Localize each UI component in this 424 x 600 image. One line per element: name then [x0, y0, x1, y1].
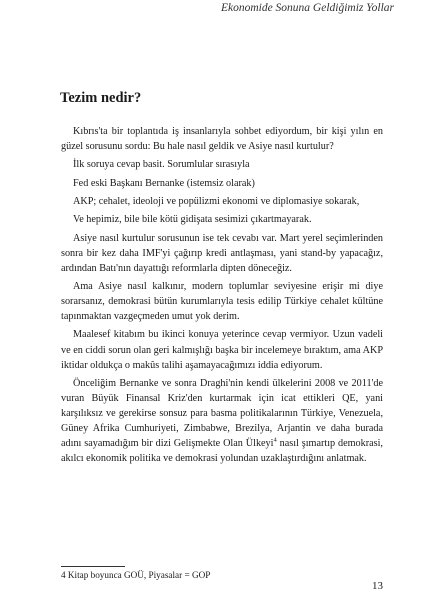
paragraph: Asiye nasıl kurtulur sorusunun ise tek cevabı var. Mart yerel seçimlerinden sonra bir kez daha IMF'yi çağırıp kredi antlaşması, yani stand-by yapacağız, ardından Batı'nın dayattığı reformlarla dipten döneceğiz. — [61, 232, 383, 274]
section-heading: Tezim nedir? — [60, 90, 142, 106]
page-number: 13 — [372, 580, 383, 592]
footnote: 4 Kitap boyunca GOÜ, Piyasalar = GOP — [61, 570, 211, 580]
paragraph: İlk soruya cevap basit. Sorumlular sırasıyla — [73, 159, 250, 171]
footnote-marker: 4 — [273, 436, 277, 444]
paragraph: AKP; cehalet, ideoloji ve popülizmi ekonomi ve diplomasiye sokarak, — [73, 195, 360, 207]
body-text — [61, 124, 383, 470]
paragraph-text-tail: nasıl şımartıp demokrasi, akılcı ekonomik politika ve demokrasi yolundan uzaklaştırdığını anlatmak. — [61, 438, 383, 465]
paragraph-text: Önceliğim Bernanke ve sonra Draghi'nin kendi ülkelerini 2008 ve 2011'de vuran Büyük Finansal Kriz'den kurtarmak için icat ettikleri QE, yani karşılıksız ve gerekirse sonsuz para basma politikalarının Türkiye, Venezuela, Güney Afrika Cumhuriyeti, Zimbabwe, Brezilya, Arjantin ve daha burada adını sayamadığım bir dizi Gelişmekte Olan Ülkeyi — [61, 377, 383, 450]
paragraph: Kıbrıs'ta bir toplantıda iş insanlarıyla sohbet ediyordum, bir kişi yılın en güzel sorusunu sordu: Bu hale nasıl geldik ve Asiye nasıl kurtulur? — [61, 126, 383, 153]
paragraph: Ve hepimiz, bile bile kötü gidişata sesimizi çıkartmayarak. — [73, 214, 312, 226]
paragraph: Maalesef kitabım bu ikinci konuya yeterince cevap vermiyor. Uzun vadeli ve en ciddi sorun olan geri kalmışlığı başka bir incelemeye bıraktım, ama AKP iktidar oldukça o makûs talihi aşamayacağımızı iddia ediyorum. — [61, 329, 383, 371]
paragraph-last — [61, 376, 383, 467]
footnote-rule — [61, 566, 125, 567]
paragraph: Ama Asiye nasıl kalkınır, modern toplumlar seviyesine erişir mi diye sorarsanız, demokrasi bütün kurumlarıyla tesis edilip Türkiye cehalet kültüne tapınmaktan vazgeçmeden umut yok derim. — [61, 280, 383, 323]
paragraph: Fed eski Başkanı Bernanke (istemsiz olarak) — [73, 177, 255, 189]
running-head: Ekonomide Sonuna Geldiğimiz Yollar — [220, 2, 394, 14]
